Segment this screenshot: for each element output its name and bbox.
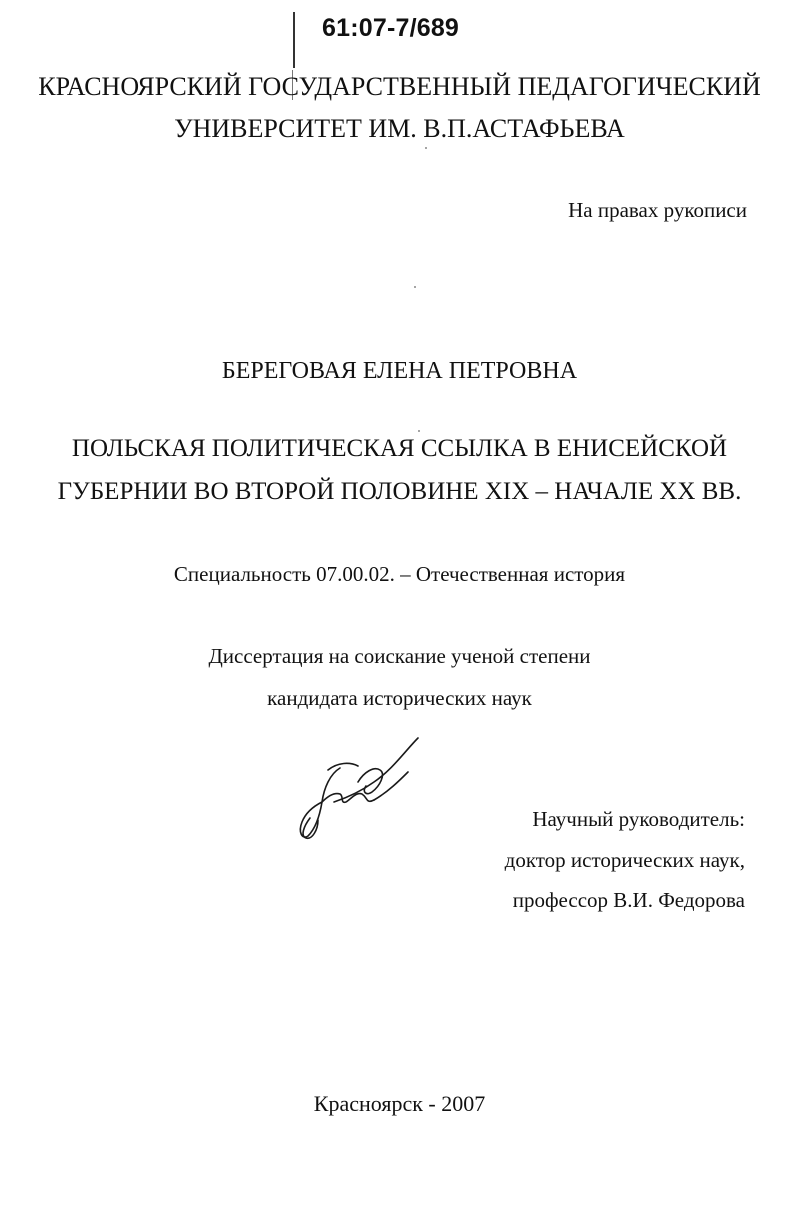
- dissertation-title-line-1: ПОЛЬСКАЯ ПОЛИТИЧЕСКАЯ ССЫЛКА В ЕНИСЕЙСКОЙ: [71, 435, 728, 462]
- rights-note: На правах рукописи: [568, 198, 747, 222]
- catalog-code: 61:07-7/689: [322, 14, 460, 42]
- scan-speck: [418, 430, 420, 432]
- margin-line: [293, 12, 295, 68]
- scan-speck: [425, 147, 427, 149]
- handwritten-signature: [288, 732, 428, 844]
- university-name-line-2: УНИВЕРСИТЕТ ИМ. В.П.АСТАФЬЕВА: [174, 114, 625, 143]
- supervisor-degree: доктор исторических наук,: [504, 848, 745, 872]
- city-year: Красноярск - 2007: [313, 1091, 486, 1116]
- scan-speck: [414, 286, 416, 288]
- dissertation-title-line-2: ГУБЕРНИИ ВО ВТОРОЙ ПОЛОВИНЕ XIX – НАЧАЛЕ XX ВВ.: [57, 478, 742, 505]
- specialty-line: Специальность 07.00.02. – Отечественная история: [173, 562, 626, 586]
- author-name: БЕРЕГОВАЯ ЕЛЕНА ПЕТРОВНА: [221, 358, 578, 384]
- university-name-line-1: КРАСНОЯРСКИЙ ГОСУДАРСТВЕННЫЙ ПЕДАГОГИЧЕСКИЙ: [38, 72, 761, 101]
- supervisor-name: профессор В.И. Федорова: [512, 888, 745, 912]
- degree-line-1: Диссертация на соискание ученой степени: [208, 644, 591, 668]
- degree-line-2: кандидата исторических наук: [267, 686, 532, 710]
- supervisor-label: Научный руководитель:: [532, 807, 745, 831]
